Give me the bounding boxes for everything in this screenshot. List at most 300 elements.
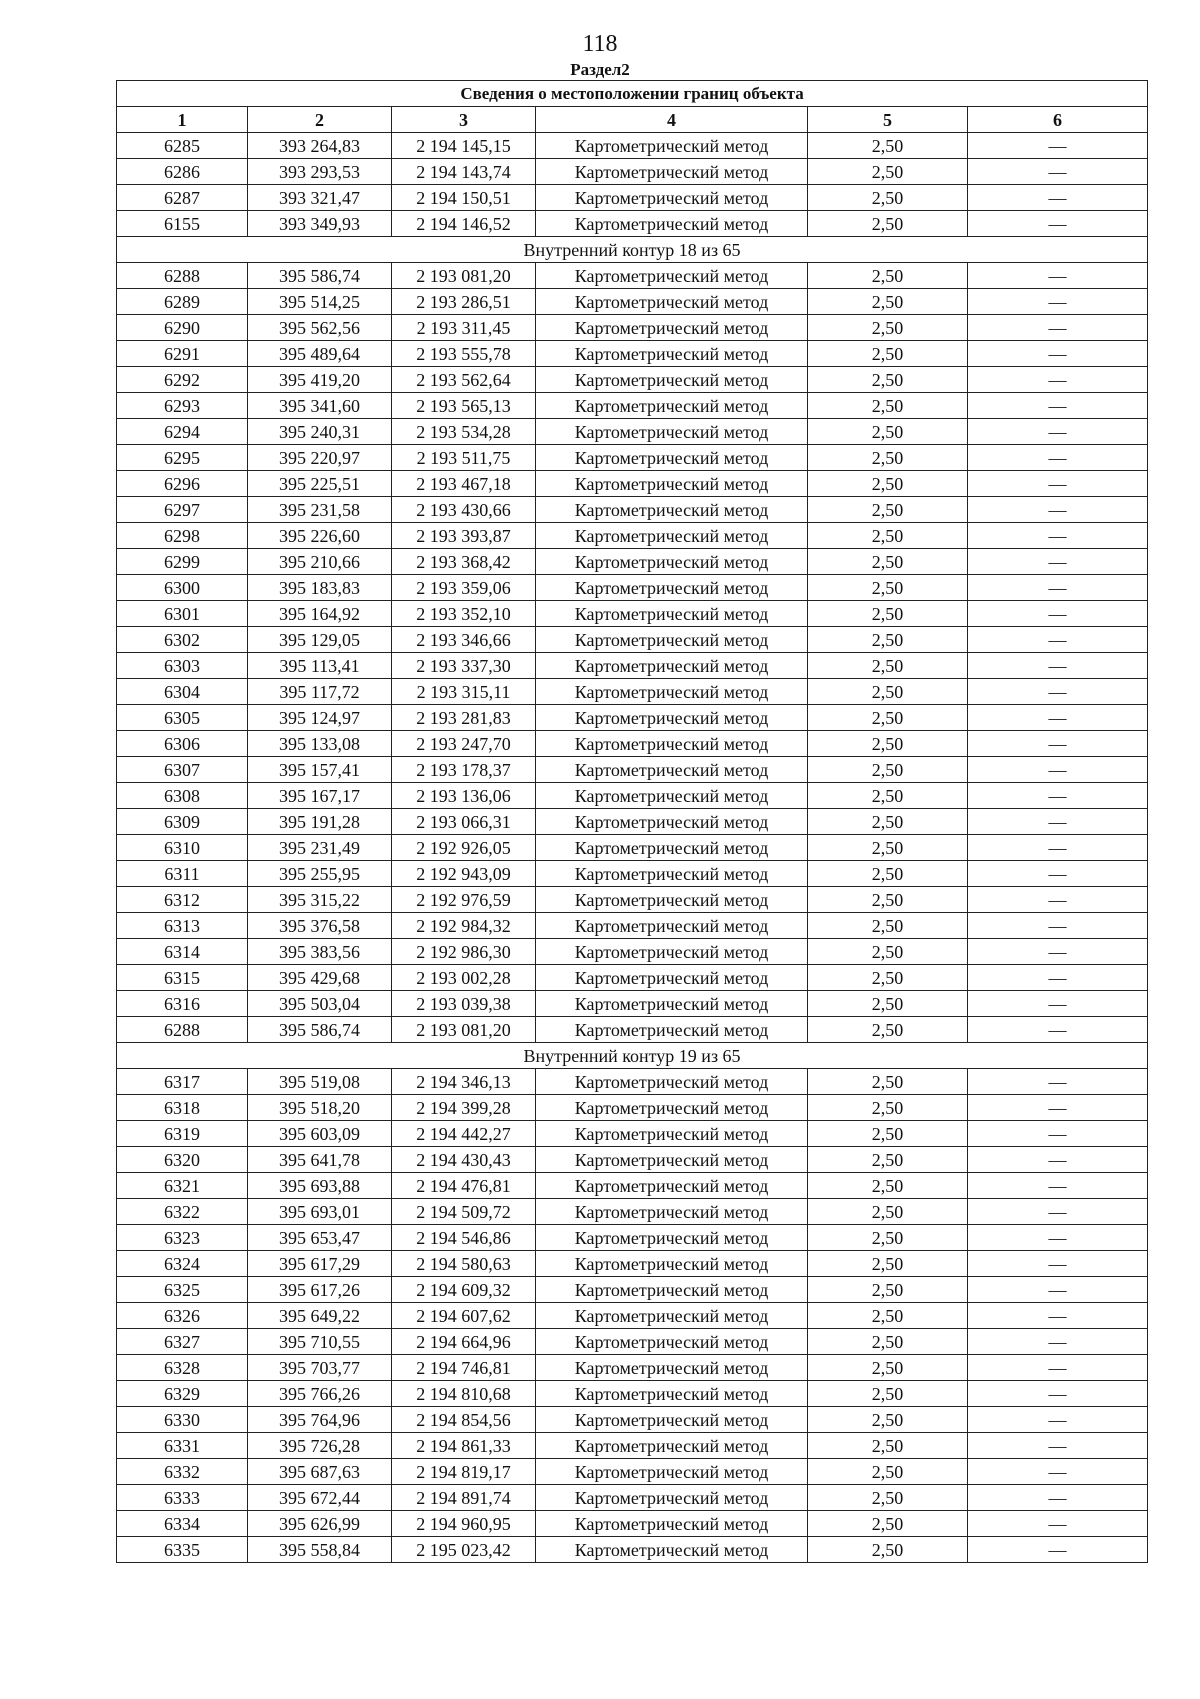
point-number-cell: 6298 bbox=[117, 523, 248, 549]
coord-y-cell: 2 194 145,15 bbox=[392, 133, 536, 159]
point-number-cell: 6316 bbox=[117, 991, 248, 1017]
table-row bbox=[117, 679, 1148, 705]
coord-x-cell: 395 672,44 bbox=[248, 1485, 392, 1511]
description-cell: — bbox=[968, 809, 1148, 835]
table-row bbox=[117, 211, 1148, 237]
table-row bbox=[117, 757, 1148, 783]
accuracy-cell: 2,50 bbox=[808, 1199, 968, 1225]
coord-x-cell: 395 226,60 bbox=[248, 523, 392, 549]
description-cell: — bbox=[968, 445, 1148, 471]
point-number-cell: 6288 bbox=[117, 263, 248, 289]
accuracy-cell: 2,50 bbox=[808, 1277, 968, 1303]
description-cell: — bbox=[968, 1147, 1148, 1173]
table-row bbox=[117, 1017, 1148, 1043]
description-cell: — bbox=[968, 835, 1148, 861]
method-cell: Картометрический метод bbox=[536, 1355, 808, 1381]
coord-x-cell: 395 240,31 bbox=[248, 419, 392, 445]
point-number-cell: 6314 bbox=[117, 939, 248, 965]
coord-x-cell: 395 586,74 bbox=[248, 1017, 392, 1043]
method-cell: Картометрический метод bbox=[536, 1069, 808, 1095]
point-number-cell: 6310 bbox=[117, 835, 248, 861]
table-row bbox=[117, 315, 1148, 341]
table-row bbox=[117, 1407, 1148, 1433]
coord-x-cell: 395 617,29 bbox=[248, 1251, 392, 1277]
accuracy-cell: 2,50 bbox=[808, 133, 968, 159]
coord-y-cell: 2 192 984,32 bbox=[392, 913, 536, 939]
coord-y-cell: 2 194 746,81 bbox=[392, 1355, 536, 1381]
table-row bbox=[117, 1355, 1148, 1381]
accuracy-cell: 2,50 bbox=[808, 1251, 968, 1277]
coord-x-cell: 395 133,08 bbox=[248, 731, 392, 757]
point-number-cell: 6294 bbox=[117, 419, 248, 445]
point-number-cell: 6302 bbox=[117, 627, 248, 653]
accuracy-cell: 2,50 bbox=[808, 705, 968, 731]
coord-y-cell: 2 192 976,59 bbox=[392, 887, 536, 913]
coord-y-cell: 2 193 337,30 bbox=[392, 653, 536, 679]
point-number-cell: 6335 bbox=[117, 1537, 248, 1563]
coord-y-cell: 2 193 368,42 bbox=[392, 549, 536, 575]
coord-y-cell: 2 194 509,72 bbox=[392, 1199, 536, 1225]
coord-y-cell: 2 194 546,86 bbox=[392, 1225, 536, 1251]
table-row bbox=[117, 601, 1148, 627]
contour-label: Внутренний контур 18 из 65 bbox=[117, 237, 1148, 263]
table-row bbox=[117, 523, 1148, 549]
point-number-cell: 6331 bbox=[117, 1433, 248, 1459]
accuracy-cell: 2,50 bbox=[808, 1459, 968, 1485]
accuracy-cell: 2,50 bbox=[808, 497, 968, 523]
accuracy-cell: 2,50 bbox=[808, 1303, 968, 1329]
accuracy-cell: 2,50 bbox=[808, 341, 968, 367]
table-row bbox=[117, 263, 1148, 289]
accuracy-cell: 2,50 bbox=[808, 1381, 968, 1407]
point-number-cell: 6312 bbox=[117, 887, 248, 913]
accuracy-cell: 2,50 bbox=[808, 757, 968, 783]
method-cell: Картометрический метод bbox=[536, 809, 808, 835]
coord-y-cell: 2 193 002,28 bbox=[392, 965, 536, 991]
coord-x-cell: 395 255,95 bbox=[248, 861, 392, 887]
coord-y-cell: 2 194 960,95 bbox=[392, 1511, 536, 1537]
accuracy-cell: 2,50 bbox=[808, 419, 968, 445]
table-row bbox=[117, 627, 1148, 653]
point-number-cell: 6295 bbox=[117, 445, 248, 471]
method-cell: Картометрический метод bbox=[536, 1381, 808, 1407]
description-cell: — bbox=[968, 627, 1148, 653]
method-cell: Картометрический метод bbox=[536, 991, 808, 1017]
description-cell: — bbox=[968, 1225, 1148, 1251]
coord-x-cell: 395 225,51 bbox=[248, 471, 392, 497]
method-cell: Картометрический метод bbox=[536, 1277, 808, 1303]
column-header-3: 3 bbox=[392, 107, 536, 133]
coord-y-cell: 2 194 861,33 bbox=[392, 1433, 536, 1459]
table-row bbox=[117, 575, 1148, 601]
method-cell: Картометрический метод bbox=[536, 1225, 808, 1251]
accuracy-cell: 2,50 bbox=[808, 783, 968, 809]
table-body bbox=[117, 133, 1148, 1563]
point-number-cell: 6286 bbox=[117, 159, 248, 185]
description-cell: — bbox=[968, 1381, 1148, 1407]
table-row bbox=[117, 913, 1148, 939]
description-cell: — bbox=[968, 211, 1148, 237]
method-cell: Картометрический метод bbox=[536, 1303, 808, 1329]
coord-x-cell: 395 586,74 bbox=[248, 263, 392, 289]
table-row bbox=[117, 939, 1148, 965]
accuracy-cell: 2,50 bbox=[808, 1069, 968, 1095]
point-number-cell: 6315 bbox=[117, 965, 248, 991]
coord-x-cell: 395 231,58 bbox=[248, 497, 392, 523]
accuracy-cell: 2,50 bbox=[808, 315, 968, 341]
coord-y-cell: 2 194 442,27 bbox=[392, 1121, 536, 1147]
table-row bbox=[117, 1121, 1148, 1147]
coord-y-cell: 2 192 926,05 bbox=[392, 835, 536, 861]
coord-x-cell: 395 376,58 bbox=[248, 913, 392, 939]
table-row bbox=[117, 1199, 1148, 1225]
coord-x-cell: 395 649,22 bbox=[248, 1303, 392, 1329]
coord-x-cell: 395 519,08 bbox=[248, 1069, 392, 1095]
description-cell: — bbox=[968, 1173, 1148, 1199]
point-number-cell: 6289 bbox=[117, 289, 248, 315]
point-number-cell: 6309 bbox=[117, 809, 248, 835]
coord-y-cell: 2 193 081,20 bbox=[392, 1017, 536, 1043]
method-cell: Картометрический метод bbox=[536, 835, 808, 861]
column-header-5: 5 bbox=[808, 107, 968, 133]
method-cell: Картометрический метод bbox=[536, 315, 808, 341]
description-cell: — bbox=[968, 1069, 1148, 1095]
coord-x-cell: 395 220,97 bbox=[248, 445, 392, 471]
coord-y-cell: 2 194 664,96 bbox=[392, 1329, 536, 1355]
table-row bbox=[117, 185, 1148, 211]
contour-label: Внутренний контур 19 из 65 bbox=[117, 1043, 1148, 1069]
table-row bbox=[117, 289, 1148, 315]
coord-x-cell: 395 617,26 bbox=[248, 1277, 392, 1303]
method-cell: Картометрический метод bbox=[536, 263, 808, 289]
description-cell: — bbox=[968, 1329, 1148, 1355]
coord-y-cell: 2 193 467,18 bbox=[392, 471, 536, 497]
accuracy-cell: 2,50 bbox=[808, 601, 968, 627]
method-cell: Картометрический метод bbox=[536, 965, 808, 991]
method-cell: Картометрический метод bbox=[536, 1511, 808, 1537]
method-cell: Картометрический метод bbox=[536, 939, 808, 965]
coord-x-cell: 393 264,83 bbox=[248, 133, 392, 159]
point-number-cell: 6305 bbox=[117, 705, 248, 731]
accuracy-cell: 2,50 bbox=[808, 211, 968, 237]
coord-x-cell: 395 429,68 bbox=[248, 965, 392, 991]
accuracy-cell: 2,50 bbox=[808, 1485, 968, 1511]
table-row bbox=[117, 445, 1148, 471]
point-number-cell: 6291 bbox=[117, 341, 248, 367]
accuracy-cell: 2,50 bbox=[808, 731, 968, 757]
method-cell: Картометрический метод bbox=[536, 705, 808, 731]
accuracy-cell: 2,50 bbox=[808, 1537, 968, 1563]
description-cell: — bbox=[968, 991, 1148, 1017]
table-row bbox=[117, 1251, 1148, 1277]
method-cell: Картометрический метод bbox=[536, 445, 808, 471]
coord-y-cell: 2 194 143,74 bbox=[392, 159, 536, 185]
description-cell: — bbox=[968, 653, 1148, 679]
method-cell: Картометрический метод bbox=[536, 419, 808, 445]
table-row bbox=[117, 705, 1148, 731]
coord-x-cell: 395 518,20 bbox=[248, 1095, 392, 1121]
coord-x-cell: 395 341,60 bbox=[248, 393, 392, 419]
accuracy-cell: 2,50 bbox=[808, 1433, 968, 1459]
description-cell: — bbox=[968, 159, 1148, 185]
description-cell: — bbox=[968, 1459, 1148, 1485]
coord-y-cell: 2 194 854,56 bbox=[392, 1407, 536, 1433]
point-number-cell: 6318 bbox=[117, 1095, 248, 1121]
point-number-cell: 6308 bbox=[117, 783, 248, 809]
method-cell: Картометрический метод bbox=[536, 679, 808, 705]
accuracy-cell: 2,50 bbox=[808, 549, 968, 575]
accuracy-cell: 2,50 bbox=[808, 939, 968, 965]
accuracy-cell: 2,50 bbox=[808, 523, 968, 549]
accuracy-cell: 2,50 bbox=[808, 1147, 968, 1173]
description-cell: — bbox=[968, 1303, 1148, 1329]
description-cell: — bbox=[968, 263, 1148, 289]
table-row bbox=[117, 419, 1148, 445]
description-cell: — bbox=[968, 965, 1148, 991]
method-cell: Картометрический метод bbox=[536, 289, 808, 315]
accuracy-cell: 2,50 bbox=[808, 289, 968, 315]
point-number-cell: 6311 bbox=[117, 861, 248, 887]
accuracy-cell: 2,50 bbox=[808, 991, 968, 1017]
coord-y-cell: 2 194 399,28 bbox=[392, 1095, 536, 1121]
coord-y-cell: 2 193 511,75 bbox=[392, 445, 536, 471]
method-cell: Картометрический метод bbox=[536, 1329, 808, 1355]
coord-y-cell: 2 193 315,11 bbox=[392, 679, 536, 705]
description-cell: — bbox=[968, 549, 1148, 575]
accuracy-cell: 2,50 bbox=[808, 1355, 968, 1381]
point-number-cell: 6300 bbox=[117, 575, 248, 601]
table-row bbox=[117, 1459, 1148, 1485]
table-caption: Сведения о местоположении границ объекта bbox=[117, 81, 1148, 107]
description-cell: — bbox=[968, 1199, 1148, 1225]
method-cell: Картометрический метод bbox=[536, 1251, 808, 1277]
coord-x-cell: 395 710,55 bbox=[248, 1329, 392, 1355]
description-cell: — bbox=[968, 601, 1148, 627]
description-cell: — bbox=[968, 575, 1148, 601]
method-cell: Картометрический метод bbox=[536, 1485, 808, 1511]
table-row bbox=[117, 1147, 1148, 1173]
method-cell: Картометрический метод bbox=[536, 159, 808, 185]
table-row bbox=[117, 367, 1148, 393]
accuracy-cell: 2,50 bbox=[808, 367, 968, 393]
point-number-cell: 6332 bbox=[117, 1459, 248, 1485]
accuracy-cell: 2,50 bbox=[808, 575, 968, 601]
description-cell: — bbox=[968, 783, 1148, 809]
accuracy-cell: 2,50 bbox=[808, 1017, 968, 1043]
coord-y-cell: 2 193 430,66 bbox=[392, 497, 536, 523]
method-cell: Картометрический метод bbox=[536, 1407, 808, 1433]
coord-y-cell: 2 194 476,81 bbox=[392, 1173, 536, 1199]
point-number-cell: 6301 bbox=[117, 601, 248, 627]
contour-label-row bbox=[117, 1043, 1148, 1069]
point-number-cell: 6317 bbox=[117, 1069, 248, 1095]
coord-y-cell: 2 194 346,13 bbox=[392, 1069, 536, 1095]
method-cell: Картометрический метод bbox=[536, 601, 808, 627]
table-row bbox=[117, 809, 1148, 835]
table-row bbox=[117, 653, 1148, 679]
accuracy-cell: 2,50 bbox=[808, 393, 968, 419]
column-header-4: 4 bbox=[536, 107, 808, 133]
method-cell: Картометрический метод bbox=[536, 1095, 808, 1121]
point-number-cell: 6327 bbox=[117, 1329, 248, 1355]
accuracy-cell: 2,50 bbox=[808, 809, 968, 835]
description-cell: — bbox=[968, 757, 1148, 783]
point-number-cell: 6313 bbox=[117, 913, 248, 939]
coord-x-cell: 395 558,84 bbox=[248, 1537, 392, 1563]
point-number-cell: 6324 bbox=[117, 1251, 248, 1277]
table-caption-row bbox=[117, 81, 1148, 107]
accuracy-cell: 2,50 bbox=[808, 263, 968, 289]
coord-y-cell: 2 194 150,51 bbox=[392, 185, 536, 211]
method-cell: Картометрический метод bbox=[536, 887, 808, 913]
method-cell: Картометрический метод bbox=[536, 1459, 808, 1485]
table-row bbox=[117, 1537, 1148, 1563]
accuracy-cell: 2,50 bbox=[808, 887, 968, 913]
description-cell: — bbox=[968, 133, 1148, 159]
description-cell: — bbox=[968, 1017, 1148, 1043]
coord-x-cell: 395 113,41 bbox=[248, 653, 392, 679]
coord-y-cell: 2 193 555,78 bbox=[392, 341, 536, 367]
table-row bbox=[117, 1277, 1148, 1303]
table-row bbox=[117, 835, 1148, 861]
accuracy-cell: 2,50 bbox=[808, 627, 968, 653]
method-cell: Картометрический метод bbox=[536, 627, 808, 653]
coord-y-cell: 2 193 247,70 bbox=[392, 731, 536, 757]
coord-y-cell: 2 194 819,17 bbox=[392, 1459, 536, 1485]
coord-x-cell: 395 514,25 bbox=[248, 289, 392, 315]
method-cell: Картометрический метод bbox=[536, 1017, 808, 1043]
table-row bbox=[117, 1173, 1148, 1199]
point-number-cell: 6303 bbox=[117, 653, 248, 679]
point-number-cell: 6287 bbox=[117, 185, 248, 211]
coord-y-cell: 2 193 393,87 bbox=[392, 523, 536, 549]
coord-x-cell: 395 183,83 bbox=[248, 575, 392, 601]
coord-y-cell: 2 195 023,42 bbox=[392, 1537, 536, 1563]
description-cell: — bbox=[968, 185, 1148, 211]
description-cell: — bbox=[968, 1433, 1148, 1459]
description-cell: — bbox=[968, 861, 1148, 887]
description-cell: — bbox=[968, 887, 1148, 913]
coord-y-cell: 2 194 580,63 bbox=[392, 1251, 536, 1277]
coord-x-cell: 395 603,09 bbox=[248, 1121, 392, 1147]
column-header-1: 1 bbox=[117, 107, 248, 133]
description-cell: — bbox=[968, 367, 1148, 393]
contour-label-row bbox=[117, 237, 1148, 263]
method-cell: Картометрический метод bbox=[536, 185, 808, 211]
method-cell: Картометрический метод bbox=[536, 1173, 808, 1199]
description-cell: — bbox=[968, 1277, 1148, 1303]
table-row bbox=[117, 1485, 1148, 1511]
accuracy-cell: 2,50 bbox=[808, 653, 968, 679]
method-cell: Картометрический метод bbox=[536, 861, 808, 887]
method-cell: Картометрический метод bbox=[536, 913, 808, 939]
point-number-cell: 6285 bbox=[117, 133, 248, 159]
accuracy-cell: 2,50 bbox=[808, 159, 968, 185]
description-cell: — bbox=[968, 1121, 1148, 1147]
accuracy-cell: 2,50 bbox=[808, 1173, 968, 1199]
table-row bbox=[117, 965, 1148, 991]
method-cell: Картометрический метод bbox=[536, 523, 808, 549]
table-row bbox=[117, 1095, 1148, 1121]
accuracy-cell: 2,50 bbox=[808, 679, 968, 705]
coord-y-cell: 2 193 534,28 bbox=[392, 419, 536, 445]
method-cell: Картометрический метод bbox=[536, 133, 808, 159]
point-number-cell: 6288 bbox=[117, 1017, 248, 1043]
table-row bbox=[117, 1381, 1148, 1407]
point-number-cell: 6293 bbox=[117, 393, 248, 419]
coord-x-cell: 395 641,78 bbox=[248, 1147, 392, 1173]
coord-y-cell: 2 193 346,66 bbox=[392, 627, 536, 653]
coord-x-cell: 395 157,41 bbox=[248, 757, 392, 783]
column-header-2: 2 bbox=[248, 107, 392, 133]
point-number-cell: 6290 bbox=[117, 315, 248, 341]
method-cell: Картометрический метод bbox=[536, 211, 808, 237]
point-number-cell: 6329 bbox=[117, 1381, 248, 1407]
accuracy-cell: 2,50 bbox=[808, 1329, 968, 1355]
coord-y-cell: 2 193 562,64 bbox=[392, 367, 536, 393]
coord-y-cell: 2 193 565,13 bbox=[392, 393, 536, 419]
point-number-cell: 6306 bbox=[117, 731, 248, 757]
point-number-cell: 6155 bbox=[117, 211, 248, 237]
table-row bbox=[117, 133, 1148, 159]
table-row bbox=[117, 341, 1148, 367]
method-cell: Картометрический метод bbox=[536, 1121, 808, 1147]
description-cell: — bbox=[968, 939, 1148, 965]
table-row bbox=[117, 471, 1148, 497]
description-cell: — bbox=[968, 1537, 1148, 1563]
point-number-cell: 6296 bbox=[117, 471, 248, 497]
point-number-cell: 6325 bbox=[117, 1277, 248, 1303]
column-header-row bbox=[117, 107, 1148, 133]
coord-x-cell: 393 321,47 bbox=[248, 185, 392, 211]
method-cell: Картометрический метод bbox=[536, 653, 808, 679]
coord-x-cell: 395 124,97 bbox=[248, 705, 392, 731]
point-number-cell: 6307 bbox=[117, 757, 248, 783]
coord-y-cell: 2 194 810,68 bbox=[392, 1381, 536, 1407]
accuracy-cell: 2,50 bbox=[808, 1511, 968, 1537]
point-number-cell: 6320 bbox=[117, 1147, 248, 1173]
method-cell: Картометрический метод bbox=[536, 367, 808, 393]
coord-x-cell: 395 766,26 bbox=[248, 1381, 392, 1407]
table-row bbox=[117, 393, 1148, 419]
coord-y-cell: 2 193 352,10 bbox=[392, 601, 536, 627]
column-header-6: 6 bbox=[968, 107, 1148, 133]
accuracy-cell: 2,50 bbox=[808, 1095, 968, 1121]
accuracy-cell: 2,50 bbox=[808, 913, 968, 939]
description-cell: — bbox=[968, 471, 1148, 497]
coord-x-cell: 395 653,47 bbox=[248, 1225, 392, 1251]
table-row bbox=[117, 1433, 1148, 1459]
method-cell: Картометрический метод bbox=[536, 1537, 808, 1563]
coord-x-cell: 395 693,01 bbox=[248, 1199, 392, 1225]
coord-x-cell: 393 293,53 bbox=[248, 159, 392, 185]
coord-x-cell: 395 191,28 bbox=[248, 809, 392, 835]
method-cell: Картометрический метод bbox=[536, 393, 808, 419]
description-cell: — bbox=[968, 1095, 1148, 1121]
method-cell: Картометрический метод bbox=[536, 783, 808, 809]
point-number-cell: 6292 bbox=[117, 367, 248, 393]
description-cell: — bbox=[968, 913, 1148, 939]
coord-x-cell: 395 726,28 bbox=[248, 1433, 392, 1459]
coord-y-cell: 2 193 359,06 bbox=[392, 575, 536, 601]
table-row bbox=[117, 549, 1148, 575]
point-number-cell: 6304 bbox=[117, 679, 248, 705]
method-cell: Картометрический метод bbox=[536, 731, 808, 757]
coord-x-cell: 395 167,17 bbox=[248, 783, 392, 809]
coord-y-cell: 2 194 609,32 bbox=[392, 1277, 536, 1303]
accuracy-cell: 2,50 bbox=[808, 1121, 968, 1147]
page-number: 118 bbox=[582, 31, 618, 57]
